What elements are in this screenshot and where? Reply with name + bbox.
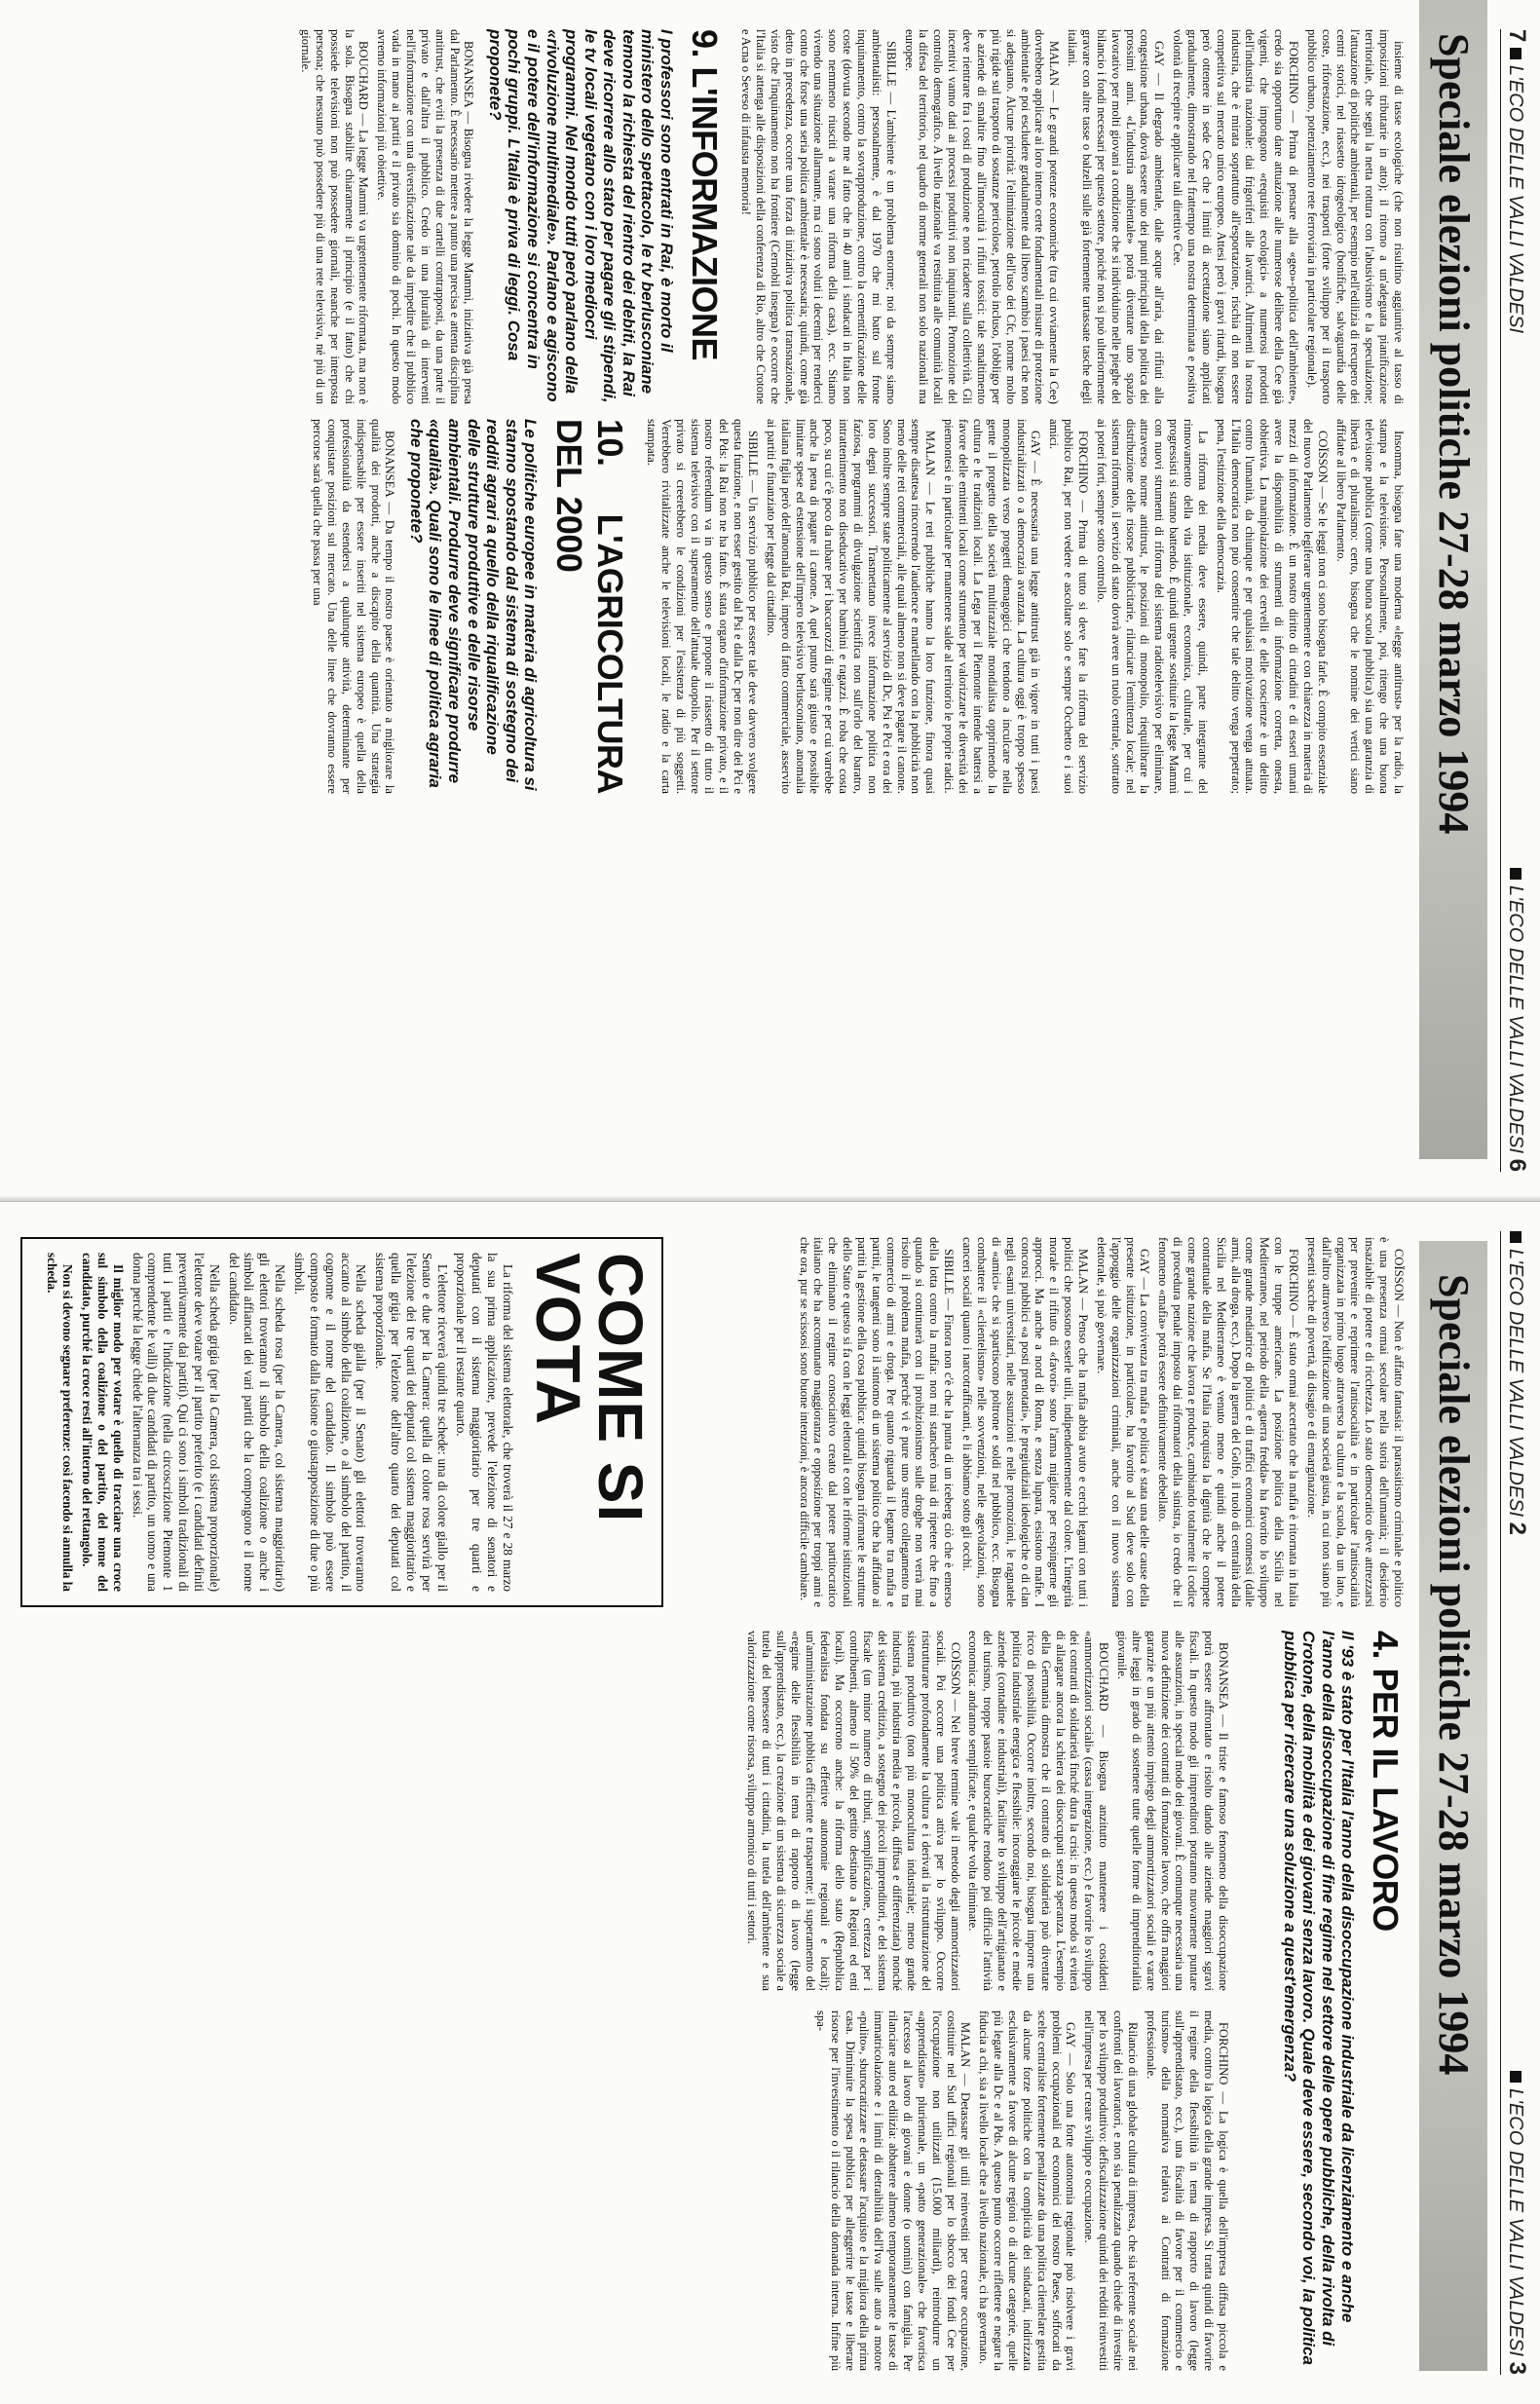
column-informazione bbox=[13, 419, 1406, 794]
paragraph: insieme di tasse ecologiche (che non risultino aggiuntive al tasso di imposizioni tributarie in atto); il ritorno a un'adeguata pianificazione territoriale, che segni la netta rottura con l'abusivismo e la speculazione; l'attuazione di politiche ambientali, per esempio nell'edilizia di recupero dei centri storici, nel riassetto idrogeologico (bonifiche, salvaguardia delle coste, riforestazione, ecc.), nei trasporti (forte sviluppo per il trasporto pubblico urbano, potenziamento rete ferroviaria in particolare regionale). bbox=[1304, 29, 1406, 404]
paragraph: GAY — Il degrado ambientale, dalle acque all'aria, dai rifiuti alla congestione urbana, dovrà essere uno dei punti principali della politica dei prossimi anni. «L'industria ambientale» potrà diventare uno spazio lavorativo per molti giovani a condizione che si individuino nelle pieghe del bilancio i fondi necessari per questo settore, poiché non si può ulteriormente gravare con altre tasse o balzelli sulle già fortemente tartassate tasche degli italiani. bbox=[1066, 29, 1167, 404]
paragraph: Nella scheda rosa (per la Camera, col sistema maggioritario) gli elettori troveranno il simbolo della coalizione o anche i simboli affiancati dei vari partiti che la compongono e il nome del candidato. bbox=[226, 1253, 288, 1592]
column-ambiente bbox=[13, 29, 1406, 404]
section-intro: I professori sono entrati in Rai, è morto il ministero dello spettacolo, le tv berlusconiane temono la richiesta del rientro dei debiti, la Rai deve ricorrere allo stato per pagare gli stipendi, le tv locali vegetano con i loro mediocri programmi. Nel mondo tutti però parlano della «rivoluzione multimediale». Parlano e agiscono e il potere dell'informazione si concentra in pochi gruppi. L'Italia è priva di leggi. Cosa proponete? bbox=[485, 29, 676, 403]
paragraph: COÏSSON — Se le leggi non ci sono bisogna farle. È compito essenziale del nuovo Parlamento legiferare urgentemente e con chiarezza in materia di mezzi di informazione. È un nostro diritto di cittadini e di esseri umani avere la disponibilità di strumenti di informazione corretta, onesta, obbiettiva. La manipolazione dei cervelli e delle coscienze è un delitto contro l'umanità, da chiunque e per qualsiasi motivazione venga attuata. L'Italia democratica non può consentire che tale delitto venga perpetrato; pena, l'estinzione della democrazia. bbox=[1214, 419, 1330, 794]
paragraph: La riforma dei media deve essere, quindi, parte integrante del rinnovamento della vita istituzionale, economica, culturale, per cui i progressisti si stanno battendo. È quindi urgente sostituire la legge Mammì con nuovi strumenti di riforma del sistema radiotelevisivo per eliminare, attraverso norme antitrust, le posizioni di monopolio, riequilibrare la distribuzione delle risorse pubblicitarie, rilanciare l'emittenza locale; nel sistema riformato, il servizio di stato dovrà avere un ruolo centrale, sottratto ai poteri forti, sempre sotto controllo. bbox=[1094, 419, 1210, 794]
section-title: 10. L'AGRICOLTURA DEL 2000 bbox=[548, 419, 631, 794]
paragraph: MALAN — Le grandi potenze economiche (tra cui ovviamente la Cee) dovrebbero applicare ai loro interno certe fondamentali misure di protezione ambientale e poi escludere gradualmente dal libero scambio i paesi che non si adeguano. Alcune priorità: l'eliminazione dell'uso dei Cfc, norme molto più rigide sul trasporto di sostanze pericolose, petrolio incluso, l'obbligo per le aziende di smaltire fino all'innocuità i rifiuti tossici: tale smaltimento deve rientrare fra i costi di produzione e non ricadere sulla collettività. Gli incentivi vanno dati ai processi produttivi non inquinanti. Promozione del controllo demografico. A livello nazionale va restituita alle comunità locali la difesa del territorio, nel quadro di norme generali non solo nazionali ma europee. bbox=[902, 29, 1062, 404]
running-head-text: L'ECO DELLE VALLI VALDESI bbox=[1505, 2088, 1526, 2357]
paragraph: Insomma, bisogna fare una moderna «legge antitrust» per la radio, la stampa e la televisione. Personalmente, poi, ritengo che una buona televisione pubblica (come una buona scuola pubblica) sia una garanzia di libertà e di pluralismo: certo, bisogna che le nomine dei vertici siano affidate al libero Parlamento. bbox=[1333, 419, 1406, 794]
column-continuation bbox=[13, 808, 1406, 1169]
paragraph: FORCHINO — La logica è quella dell'impresa diffusa piccola e media, contro la logica della grande impresa. Si tratta quindi di favorire il regime della flessibilità in tema di rapporto di lavoro (legge sull'apprendistato, ecc.), una fiscalità di favore per il commercio e turismo» della normativa relativa ai Contratti di formazione professionale. bbox=[1144, 2010, 1230, 2371]
paragraph: FORCHINO — Prima di pensare alla «geo»-politica dell'ambiente», credo sia opportuno dare attuazione alle numerose delibere della Cee già vigenti, che impongono «requisiti ecologici» a numerosi prodotti dell'industria nazionale: dai frigoriferi alle lavatrici. Altrimenti la nostra industria, che è mirata soprattutto all'esportazione, rischia di non essere competitiva sul mercato unico europeo. Attesi però i gravi ritardi, bisogna però ottenere in sede Cee che i limiti di accettazione siano applicati gradualmente, dimostrando nel frattempo una nostra determinata e positiva volontà di recepire e applicare tali direttive Cee. bbox=[1171, 29, 1300, 404]
paragraph: BONANSEA — Bisogna rivedere la legge Mammì, iniziativa già presa dal Parlamento. È necessario mettere a punto una precisa e attenta disciplina antitrust, che eviti la presenza di due cartelli contrapposti, da una parte il privato e dall'altra il pubblico. Credo in una pluralità di interventi nell'informazione con una diversificazione tale da impedire che il pubblico vada in mano ai partiti e il privato sia dominio di pochi. In questo modo avremo informazioni più obiettive. bbox=[375, 29, 476, 404]
column-lavoro-a bbox=[13, 1631, 1230, 1991]
paragraph: GAY — Solo una forte autonomia regionale può risolvere i gravi problemi occupazionali ed economici del nostro Paese, soffocati da scelte centraliste fortemente penalizzate da una politica clientelare gestita da alcune forze politiche con la complicità dei sindacati, indirizzata esclusivamente a favore di alcune regioni o di alcune categorie, quelle più legate alla Dc e al Pds. A questo punto occorre riflettere e negare la fiducia a chi, sia a livello locale che a livello nazionale, ci ha governato. bbox=[977, 2010, 1078, 2371]
section-banner: Speciale elezioni politiche 27-28 marzo 1994 bbox=[1419, 0, 1487, 1159]
box-title: COME SI VOTA bbox=[523, 1253, 656, 1523]
paragraph: COÏSSON — Nel breve termine vale il metodo degli ammortizzatori sociali. Poi occorre una politica attiva per lo sviluppo. Occorre ristrutturare profondamente la cultura e i derivati la ristrutturazione del sistema produttivo (non più monocultura industriale; meno grande industria, più industria media e piccola, diffusa e differenziata) nonché del sistema creditizio, a sostegno dei piccoli imprenditori, e del sistema fiscale (un minor numero di tributi, semplificazione, certezza per i contribuenti, almeno il 50% del gettito destinato a Regioni ed enti locali). Ma occorrono anche: la riforma dello stato (Repubblica federalista fondata su effettive autonomie regionali e locali); un'amministrazione pubblica efficiente e trasparente; il superamento del «regime delle flessibilità in tema di rapporto di lavoro (legge sull'apprendistato, ecc.), la creazione di un sistema di sicurezza sociale a tutela del benessere di tutti i cittadini, la tutela dell'ambiente e sua valorizzazione come risorsa, sviluppo armonico di tutti i settori. bbox=[745, 1631, 962, 1991]
paragraph: L'elettore riceverà quindi tre schede: una di colore giallo per il Senato e due per la Camera: quella di colore rosa servirà per l'elezione dei tre quarti dei deputati col sistema maggioritario e quella grigia per l'elezione dell'altro quarto dei deputati col sistema proporzionale. bbox=[373, 1253, 450, 1592]
square-icon bbox=[1510, 1231, 1521, 1243]
paragraph: MALAN — Penso che la mafia abbia avuto e cerchi legami con tutti i politici che possono esserle utili, indipendentemente dal colore. L'integrità morale e il rifiuto di «favori» sono l'arma migliore per respingerne gli approcci. Ma anche a nord di Roma, e senza lupara, esistono mafie. I concorsi pubblici «a posti prenotati», le pregiudiziali ideologiche o di clan negli esami universitari, nelle assunzioni e nelle promozioni, le ragnatele di «amici» che si spartiscono poltrone e soldi nel pubblico, ecc. Bisogna combattere il «clientelismo» nelle sovvenzioni, nelle agevolazioni, sono canceri sociali quanto i narcotrafficanti, e li abbiamo sotto gli occhi. bbox=[960, 1237, 1090, 1607]
paragraph: BOUCHARD — Bisogna anzitutto mantenere i cosiddetti «ammortizzatori sociali» (cassa integrazione, ecc.) e favorire lo sviluppo dei contratti di solidarietà finché dura la crisi: in questo modo si eviterà di allargare ancora la schiera dei disoccupati senza speranza. L'esempio della Germania dimostra che il contratto di solidarietà può diventare ricco di possibilità. Occorre inoltre, secondo noi, bisogna imporre una politica industriale energica e flessibile: incoraggiare le piccole e medie aziende (contadine e industriali), facilitare lo sviluppo dell'artigianato e del turismo, troppe pastoie burocratiche rendono poi difficile l'attività economica: andranno semplificate, e qualche volta eliminate. bbox=[966, 1631, 1111, 1991]
running-head-text: L'ECO DELLE VALLI VALDESI bbox=[1505, 64, 1526, 333]
paragraph: MALAN — Detassare gli utili reinvestiti per creare occupazione, costituire nel Sud uffici regionali per lo sbocco dei fondi Cee per l'occupazione non utilizzati (15.000 miliardi), reintrodurre un «apprendistato» pluriennale, un «patto generazionale» che favorisca l'accesso al lavoro di giovani e donne (o uomini) con famiglia. Per rilanciare auto ed edilizia: abbattere almeno temporaneamente le tasse di immatricolazione e i limiti di detraibilità dell'Iva sulle auto a motore «pulito», sburocratizzare e detassare l'acquisto e la migliora della prima casa. Diminuire la spesa pubblica per alleggerire le tasse e liberare risorse per l'investimento o il rilancio della domanda interna. Infine più spa- bbox=[813, 2010, 973, 2371]
paragraph: FORCHINO — Prima di tutto si deve fare la riforma del servizio pubblico Rai, per non vedere e ascoltare solo e sempre Occhetto e i suoi amici. bbox=[1047, 419, 1090, 794]
paragraph: GAY — È necessaria una legge antitrust già in vigore in tutti i paesi industrializzati o a democrazia avanzata. La cultura oggi è troppo spesso monopolizzata verso progetti demagogici che tendono a inculcare nella gente il progetto della società multirazziale mondialista opprimendo la cultura e le tradizioni locali. La Lega per il Piemonte intende battersi a favore delle emittenti locali come strumento per valorizzare le diversità dei piemontesi e in particolare per mantenere salde al territorio le proprie radici. bbox=[942, 419, 1043, 794]
page-number: 7 bbox=[1504, 29, 1530, 43]
square-icon bbox=[1510, 2071, 1521, 2083]
paragraph: BOUCHARD — La legge Mammì va urgentemente riformata, ma non è la sola. Bisogna stabilire chiaramente il principio (e il fatto) che chi possiede televisioni non può possedere giornali, neanche per interposta persona; che nessuno può possedere più di una rete televisiva, né più di un giornale. bbox=[298, 29, 371, 404]
paragraph: GAY — La convivenza tra mafia e politica è stata una delle cause della presente istituzione, in particolare, ha favorito al Sud deve solo con l'appoggio delle organizzazioni criminali, anche con il nuovo sistema elettorale, si può governare. bbox=[1094, 1237, 1152, 1607]
page-number: 3 bbox=[1504, 2361, 1530, 2375]
section-intro: Il '93 è stato per l'Italia l'anno della disoccupazione industriale da licenziamento e anche l'anno della disoccupazione di fine regime nel settore delle opere pubbliche, della rivolta di Crotone, della mobilità e dei giovani senza lavoro. Quale deve essere, secondo voi, la politica pubblica per ricercare una soluzione a quest'emergenza? bbox=[1280, 1631, 1357, 2365]
paragraph: Nella scheda gialla (per il Senato) gli elettori troveranno accanto al simbolo della coalizione, o al simbolo del partito, il cognome e il nome del candidato. Il simbolo può essere composto e formato dalla fusione o giustapposizione di due o più simboli. bbox=[292, 1253, 369, 1592]
paragraph: Il miglior modo per votare è quello di tracciare una croce sul simbolo della coalizione o del partito, del nome del candidato, purché la croce resti all'interno del rettangolo. bbox=[80, 1253, 126, 1592]
paragraph: BONANSEA — Da tempo il nostro paese è orientato a migliorare la qualità dei prodotti, anche a discapito della quantità. Una strategia indispensabile per essere inseriti nel sistema europeo è quella della professionalità da estendersi a qualunque attività, determinante per conquistare posizioni sul mercato. Una delle linee che dovranno essere percorse sarà quella che passa per una bbox=[311, 419, 397, 794]
paragraph: SIBILLE — L'ambiente è un problema enorme; noi da sempre siamo ambientalisti: personalmente, è dal 1970 che mi batto sul fronte inquinamento, contro la sovrapproduzione, contro la cementificazione delle coste (dovuta secondo me al fatto che in 40 anni i sindacati in Italia non sono nemmeno riusciti a varare una riforma della casa), ecc. Stiamo vivendo una situazione allarmante, ma ci sono voluti i decenni per renderci conto che forse una seria politica ambientale è necessaria; quindi, come già detto in precedenza, occorre una forza di iniziativa politica transnazionale, visto che l'inquinamento non ha frontiere (Cernobil insegna) e occorre che l'Italia si attenga alle disposizioni della conferenza di Rio, altro che Crotone e Acna o Seveso di infausta memoria! bbox=[739, 29, 898, 404]
running-head-text: L'ECO DELLE VALLI VALDESI bbox=[1505, 1249, 1526, 1518]
running-head-text: L'ECO DELLE VALLI VALDESI bbox=[1505, 885, 1526, 1154]
paragraph: SIBILLE — Finora non c'è che la punta di un iceberg ciò che è emerso della lotta contro la mafia: non mi stancherò mai di ripetere che fino a quando si continuerà con il proibizionismo sulle droghe non verrà mai risolto il problema mafia, perché vi è pure uno stretto collegamento tra commercio di armi e droga. Per quanto riguarda il legame tra mafia e partiti, le tangenti sono il sintomo di un sistema politico che ha affidato ai partiti la gestione della cosa pubblica: quindi bisogna riformare le strutture dello Stato e questo si fa con le leggi elettorali e con le riforme istituzionali che eliminano il regime consociativo creato dal potere partitocratico italiano che ha accomunato maggioranza e opposizione per troppi anni e che ora, pur se scissosi sono buone intenzioni, è ancora difficile cambiare. bbox=[797, 1237, 957, 1607]
paragraph: Nella scheda grigia (per la Camera, col sistema proporzionale) l'elettore deve votare per il partito preferito (e i candidati definiti preventivamente dai partiti). Qui ci sono i simboli tradizionali di tutti i partiti e l'indicazione (nella circoscrizione Piemonte 1 comprendente le valli) di due candidati di partito, un uomo e una donna perché la legge chiede l'alternanza tra i sessi. bbox=[130, 1253, 222, 1592]
paragraph: FORCHINO — È stato ormai accertato che la mafia è ritornata in Italia con le truppe americane. La posizione politica della Sicilia nel Mediterraneo, nel periodo della «guerra fredda» ha favorito lo sviluppo come grande mediatrice di politici e di traffici economici connessi (dalle armi, alla droga, ecc.). Dopo la guerra del Golfo, il ruolo di centralità della Sicilia nel Mediterraneo è venuto meno e quindi anche il potere contrattuale della mafia. Se l'Italia riacquista la dignità che le compete come grande nazione che lavora e produce, cambiando totalmente il codice di procedura penale imposto dai riformatori della sinistra, io credo che il fenomeno «mafia» potrà essere definitivamente debellato. bbox=[1156, 1237, 1300, 1607]
paragraph: MALAN — Le reti pubbliche hanno la loro funzione, finora quasi sempre disattesa rincorrendo l'audience e martellando con la pubblicità non meno delle reti commerciali, alle quali almeno non si deve pagare il canone. Sono inoltre sempre state politicamente al servizio di Dc, Psi e Pci e ora dei loro degni successori. Trasmettano invece informazione politica non faziosa, programmi di divulgazione scientifica non sull'orlo del baratro, intrattenimento non diseducativo per bambini e ragazzi. È roba che costa poco, su cui c'è poco da rubare per i baccarozzi di regime e per cui varrebbe anche la pena di pagare il canone. A quel punto sarà giusto e possibile limitare spese ed estensione dell'impero televisivo berlusconiano, anomalia italiana figlia però dell'anomalia Rai, impero di fatto commerciale, asservito ai partiti e finanziato per legge dal cittadino. bbox=[764, 419, 938, 794]
paragraph: La riforma del sistema elettorale, che troverà il 27 e 28 marzo la sua prima applicazione, prevede l'elezione di senatori e deputati con il sistema maggioritario per tre quarti e proporzionale per il restante quarto. bbox=[454, 1253, 515, 1592]
section-intro: Le politiche europee in materia di agricoltura si stanno spostando dal sistema di sostegno dei redditi agrari a quello della riqualificazione delle strutture produttive e delle risorse ambientali. Produrre deve significare produrre «qualità». Quali sono le linee di politica agraria che proponete? bbox=[406, 419, 541, 791]
section-title: 9. L'INFORMAZIONE bbox=[685, 29, 726, 361]
column-lavoro-b bbox=[13, 2010, 1230, 2371]
paragraph: SIBILLE — Un servizio pubblico per essere tale deve davvero svolgere questa funzione, e non esser gestito dal Psi e dalla Dc per non dire dei Pci e del Pds: la Rai non ne ha fatto. È stata organo d'informazione privato, e il nostro referendum va in questo senso e propone il riassetto di tutto il sistema televisivo con il superamento dell'attuale duopolio. Per il settore privato si creerebbero le condizioni per l'esistenza di più soggetti. Verrebbero rivitalizzate anche le televisioni locali, le radio e la carta stampata. bbox=[645, 419, 761, 794]
running-head bbox=[1500, 29, 1532, 1172]
paragraph: Rilancio di una globale cultura di impresa, che sia referente sociale nei confronti dei lavoratori, e non sia penalizzata quando chiede di investire per lo sviluppo produttivo: defiscalizzazione quindi dei redditi reinvestiti nell'impresa per creare sviluppo e occupazione. bbox=[1082, 2010, 1140, 2371]
paragraph: COÏSSON — Non è affatto fantasia: il parassitismo criminale e politico è una presenza ormai secolare nella storia dell'umanità; il desiderio insaziabile di potere e di ricchezza. Lo stato democratico deve attrezzarsi per prevenire e reprimere l'antisocialità e in particolare l'antisocialità organizzata in primo luogo attraverso la cultura e la scuola, da un lato, e dall'altro attraverso l'edificazione di una società giusta, in cui non siano più presenti sacche di povertà, di disagio e di emarginazione. bbox=[1304, 1237, 1406, 1607]
page-number: 2 bbox=[1504, 1521, 1530, 1535]
paragraph: Non si devono segnare preferenze: così facendo si annulla la scheda. bbox=[45, 1253, 76, 1592]
right-page bbox=[0, 1202, 1540, 2404]
come-si-vota-box bbox=[20, 1237, 663, 1607]
section-title: 4. PER IL LAVORO bbox=[1366, 1631, 1406, 1932]
page-number: 6 bbox=[1504, 1158, 1530, 1172]
section-banner: Speciale elezioni politiche 27-28 marzo 1994 bbox=[1419, 1241, 1487, 2371]
running-head bbox=[1500, 1231, 1532, 2375]
section-4-header bbox=[1240, 1631, 1406, 2371]
page-gutter bbox=[0, 1195, 1540, 1201]
square-icon bbox=[1510, 868, 1521, 880]
paragraph: BONANSEA — Il triste e famoso fenomeno della disoccupazione potrà essere affrontato e risolto dando alle aziende maggiori sgravi fiscali. In questo modo gli imprenditori potranno nuovamente puntare alle assunzioni, in special modo dei giovani. È comunque necessaria una nuova definizione dei contratti di formazione lavoro, che offra maggiori garanzie e un più attento impiego degli ammortizzatori sociali e varare altre leggi in grado di sostenere tutte quelle forme di imprenditorialità giovanile. bbox=[1114, 1631, 1230, 1991]
square-icon bbox=[1510, 48, 1521, 59]
